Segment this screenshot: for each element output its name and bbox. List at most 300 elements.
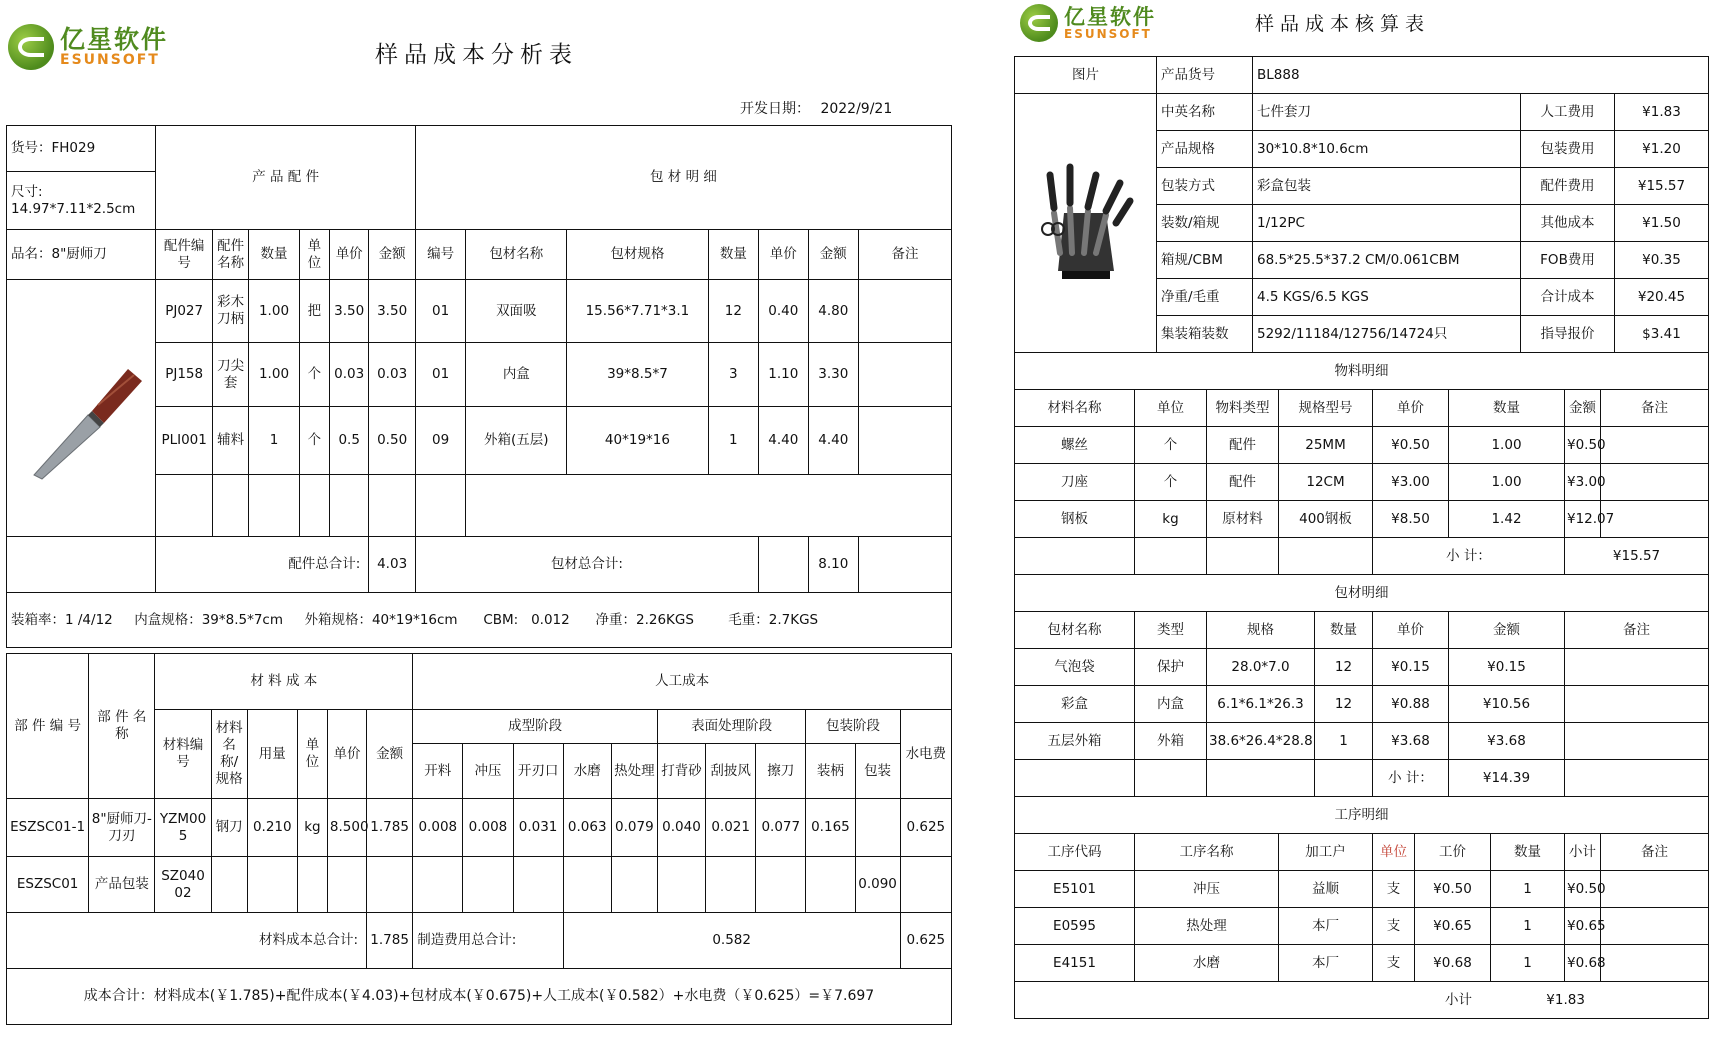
parts-cell: 0.03 bbox=[330, 343, 369, 407]
parts-col-header: 数量 bbox=[249, 230, 299, 280]
cost-cell: 0.008 bbox=[463, 799, 513, 857]
parts-col-header: 配件名称 bbox=[212, 230, 248, 280]
empty-cell bbox=[1135, 760, 1207, 797]
process-cell: 热处理 bbox=[1135, 908, 1279, 945]
process-cell bbox=[1601, 871, 1709, 908]
cost-cell bbox=[297, 857, 327, 913]
stage-surface: 表面处理阶段 bbox=[657, 710, 805, 744]
process-cell: ¥0.68 bbox=[1415, 945, 1491, 982]
process-cell: 水磨 bbox=[1135, 945, 1279, 982]
pack-cell: 1.10 bbox=[759, 343, 808, 407]
empty-cell bbox=[1279, 538, 1373, 575]
pack-cell: 4.80 bbox=[808, 280, 858, 343]
pack-cell: 12 bbox=[708, 280, 758, 343]
cost-analysis-table bbox=[6, 653, 952, 1025]
empty-cell bbox=[369, 475, 416, 537]
fee-key: 合计成本 bbox=[1521, 279, 1615, 316]
parts-total-label: 配件总合计: bbox=[156, 537, 369, 593]
empty-cell bbox=[212, 475, 248, 537]
pack-col: 类型 bbox=[1135, 612, 1207, 649]
size-value: 14.97*7.11*2.5cm bbox=[11, 200, 136, 217]
stage-col: 冲压 bbox=[463, 744, 513, 799]
pack-col-header: 单价 bbox=[759, 230, 808, 280]
pack-cell bbox=[859, 407, 952, 475]
stage-forming: 成型阶段 bbox=[413, 710, 658, 744]
dev-date-value: 2022/9/21 bbox=[820, 101, 893, 117]
pack-col-header: 数量 bbox=[708, 230, 758, 280]
cost-cell bbox=[367, 857, 413, 913]
logo-cn: 亿星软件 bbox=[60, 24, 169, 54]
cost-cell: 0.077 bbox=[756, 799, 806, 857]
parts-cell: 个 bbox=[299, 407, 329, 475]
material-subtotal: ¥15.57 bbox=[1565, 538, 1709, 575]
process-cell: E0595 bbox=[1015, 908, 1135, 945]
product-image bbox=[1015, 94, 1157, 353]
packing-info: 装箱率：1 /4/12 内盒规格：39*8.5*7cm 外箱规格：40*19*16cm CBM: 0.012 净重：2.26KGS 毛重：2.7KGS bbox=[7, 593, 952, 648]
pack-cell: 外箱(五层) bbox=[466, 407, 567, 475]
right-title: 样品成本核算表 bbox=[1255, 13, 1431, 35]
stage-col: 热处理 bbox=[611, 744, 657, 799]
material-col: 物料类型 bbox=[1207, 390, 1279, 427]
fee-key: 配件费用 bbox=[1521, 168, 1615, 205]
pack-col: 包材名称 bbox=[1015, 612, 1135, 649]
process-col: 小计 bbox=[1565, 834, 1601, 871]
mfg-total-label: 制造费用总合计: bbox=[413, 913, 563, 969]
parts-col-header: 金额 bbox=[369, 230, 416, 280]
stage-col: 开刃口 bbox=[513, 744, 563, 799]
left-title: 样品成本分析表 bbox=[375, 42, 578, 68]
mat-col-header: 用量 bbox=[247, 710, 297, 799]
process-cell: ¥0.68 bbox=[1565, 945, 1601, 982]
process-cell bbox=[1601, 908, 1709, 945]
empty-cell bbox=[1207, 760, 1315, 797]
process-col: 备注 bbox=[1601, 834, 1709, 871]
pack-col: 规格 bbox=[1207, 612, 1315, 649]
material-cell bbox=[1601, 501, 1709, 538]
info-key: 装数/箱规 bbox=[1157, 205, 1253, 242]
parts-cell: 0.03 bbox=[369, 343, 416, 407]
process-col: 工序代码 bbox=[1015, 834, 1135, 871]
fee-key: 指导报价 bbox=[1521, 316, 1615, 353]
process-cell: ¥0.65 bbox=[1415, 908, 1491, 945]
material-col: 备注 bbox=[1601, 390, 1709, 427]
dev-date-label: 开发日期： bbox=[740, 101, 810, 117]
mat-col-header: 材料名称/规格 bbox=[211, 710, 247, 799]
cost-cell bbox=[657, 857, 705, 913]
process-cell bbox=[1601, 945, 1709, 982]
mat-col-header: 金额 bbox=[367, 710, 413, 799]
stage-col: 水磨 bbox=[563, 744, 611, 799]
process-total-value: ¥1.83 bbox=[1546, 991, 1585, 1008]
process-cell: ¥0.50 bbox=[1415, 871, 1491, 908]
process-cell: 本厂 bbox=[1279, 945, 1373, 982]
material-cell: 1.00 bbox=[1449, 427, 1565, 464]
cost-row bbox=[7, 799, 952, 857]
empty-cell bbox=[1207, 538, 1279, 575]
pack-col: 金额 bbox=[1449, 612, 1565, 649]
fee-key: 其他成本 bbox=[1521, 205, 1615, 242]
empty-cell bbox=[859, 537, 952, 593]
cost-cell: 钢刀 bbox=[211, 799, 247, 857]
info-value: 68.5*25.5*37.2 CM/0.061CBM bbox=[1253, 242, 1521, 279]
material-col: 数量 bbox=[1449, 390, 1565, 427]
info-key: 箱规/CBM bbox=[1157, 242, 1253, 279]
pack-cell: ¥3.68 bbox=[1373, 723, 1449, 760]
parts-cell: PLI001 bbox=[156, 407, 213, 475]
pack-col-header: 包材规格 bbox=[567, 230, 708, 280]
process-total bbox=[1015, 982, 1709, 1019]
pack-cell: 6.1*6.1*26.3 bbox=[1207, 686, 1315, 723]
fee-value: ¥1.20 bbox=[1615, 131, 1709, 168]
material-cell: 1.00 bbox=[1449, 464, 1565, 501]
material-cell: ¥3.00 bbox=[1373, 464, 1449, 501]
pack-title: 包材明细 bbox=[1015, 575, 1709, 612]
material-cell: 配件 bbox=[1207, 427, 1279, 464]
info-key: 中英名称 bbox=[1157, 94, 1253, 131]
cost-cell: kg bbox=[297, 799, 327, 857]
cost-cell bbox=[247, 857, 297, 913]
fee-value: ¥1.50 bbox=[1615, 205, 1709, 242]
cost-cell bbox=[806, 857, 855, 913]
empty-cell bbox=[156, 475, 213, 537]
cost-cell: 8"厨师刀-刀刃 bbox=[89, 799, 155, 857]
size-label: 尺寸: bbox=[11, 183, 43, 200]
parts-cell: 0.50 bbox=[369, 407, 416, 475]
cost-cell bbox=[563, 857, 611, 913]
cost-cell bbox=[706, 857, 756, 913]
info-value: 5292/11184/12756/14724只 bbox=[1253, 316, 1521, 353]
cost-cell: 0.079 bbox=[611, 799, 657, 857]
pack-cell: 彩盒 bbox=[1015, 686, 1135, 723]
esunsoft-logo-icon bbox=[1020, 4, 1058, 42]
info-value: 七件套刀 bbox=[1253, 94, 1521, 131]
cost-cell: ESZSC01-1 bbox=[7, 799, 89, 857]
parts-cell: 1.00 bbox=[249, 280, 299, 343]
pack-col: 单价 bbox=[1373, 612, 1449, 649]
parts-cell: 刀尖套 bbox=[212, 343, 248, 407]
cost-cell bbox=[413, 857, 463, 913]
cost-cell: 0.031 bbox=[513, 799, 563, 857]
info-value: 4.5 KGS/6.5 KGS bbox=[1253, 279, 1521, 316]
product-info-table bbox=[1014, 56, 1709, 353]
pack-cell: 1 bbox=[708, 407, 758, 475]
fee-key: 人工费用 bbox=[1521, 94, 1615, 131]
pack-total-label: 包材总合计: bbox=[415, 537, 758, 593]
cost-cell bbox=[327, 857, 366, 913]
cost-cell bbox=[611, 857, 657, 913]
pack-cell: 内盒 bbox=[1135, 686, 1207, 723]
empty-cell bbox=[415, 475, 465, 537]
material-cell: kg bbox=[1135, 501, 1207, 538]
cost-summary: 成本合计：材料成本(￥1.785)+配件成本(￥4.03)+包材成本(￥0.675)+人工成本(￥0.582）+水电费（￥0.625）=￥7.697 bbox=[7, 969, 952, 1025]
material-col: 单价 bbox=[1373, 390, 1449, 427]
cost-cell bbox=[756, 857, 806, 913]
labor-cost-header: 人工成本 bbox=[413, 654, 952, 710]
material-col: 金额 bbox=[1565, 390, 1601, 427]
info-value: 彩盒包装 bbox=[1253, 168, 1521, 205]
material-cell: ¥0.50 bbox=[1565, 427, 1601, 464]
process-cell: 本厂 bbox=[1279, 908, 1373, 945]
parts-col-header: 单价 bbox=[330, 230, 369, 280]
cost-cell: 0.008 bbox=[413, 799, 463, 857]
material-col: 单位 bbox=[1135, 390, 1207, 427]
pack-cell bbox=[859, 343, 952, 407]
pack-cell: ¥0.15 bbox=[1373, 649, 1449, 686]
esunsoft-logo-icon bbox=[8, 24, 54, 70]
fee-value: ¥1.83 bbox=[1615, 94, 1709, 131]
material-cell: 原材料 bbox=[1207, 501, 1279, 538]
pack-cell: 01 bbox=[415, 343, 465, 407]
material-cell: ¥0.50 bbox=[1373, 427, 1449, 464]
process-col: 工价 bbox=[1415, 834, 1491, 871]
stage-col: 包装 bbox=[855, 744, 900, 799]
pack-cell: 38.6*26.4*28.8 bbox=[1207, 723, 1315, 760]
product-image bbox=[7, 280, 156, 537]
pack-cell: 1 bbox=[1315, 723, 1373, 760]
process-cell: E4151 bbox=[1015, 945, 1135, 982]
process-cell: 冲压 bbox=[1135, 871, 1279, 908]
stage-col: 擦刀 bbox=[756, 744, 806, 799]
stage-col: 开料 bbox=[413, 744, 463, 799]
material-total: 1.785 bbox=[367, 913, 413, 969]
material-cell: 个 bbox=[1135, 427, 1207, 464]
pack-header: 包 材 明 细 bbox=[415, 126, 951, 230]
process-cell: 益顺 bbox=[1279, 871, 1373, 908]
material-cell: 螺丝 bbox=[1015, 427, 1135, 464]
image-label: 图片 bbox=[1015, 57, 1157, 94]
empty-cell bbox=[466, 475, 952, 537]
material-cell: 个 bbox=[1135, 464, 1207, 501]
material-cell: 25MM bbox=[1279, 427, 1373, 464]
empty-cell bbox=[249, 475, 299, 537]
parts-cell: 3.50 bbox=[330, 280, 369, 343]
material-total-label: 材料成本总合计: bbox=[7, 913, 367, 969]
pack-cell: 12 bbox=[1315, 649, 1373, 686]
pack-col: 数量 bbox=[1315, 612, 1373, 649]
cost-cell bbox=[211, 857, 247, 913]
empty-cell bbox=[1565, 760, 1709, 797]
material-cost-header: 材 料 成 本 bbox=[155, 654, 413, 710]
fee-value: ¥20.45 bbox=[1615, 279, 1709, 316]
empty-cell bbox=[7, 537, 156, 593]
process-col: 工序名称 bbox=[1135, 834, 1279, 871]
parts-cell: 辅料 bbox=[212, 407, 248, 475]
pack-cell: 0.40 bbox=[759, 280, 808, 343]
material-cell: ¥3.00 bbox=[1565, 464, 1601, 501]
parts-header: 产 品 配 件 bbox=[156, 126, 415, 230]
stage-col: 装柄 bbox=[806, 744, 855, 799]
material-cell: ¥8.50 bbox=[1373, 501, 1449, 538]
empty-cell bbox=[759, 537, 808, 593]
material-col: 材料名称 bbox=[1015, 390, 1135, 427]
fee-value: ¥15.57 bbox=[1615, 168, 1709, 205]
cost-cell: 8.500 bbox=[327, 799, 366, 857]
pack-cell: ¥10.56 bbox=[1449, 686, 1565, 723]
pack-cell: 3.30 bbox=[808, 343, 858, 407]
pack-cell bbox=[1565, 686, 1709, 723]
pack-cell: 气泡袋 bbox=[1015, 649, 1135, 686]
size bbox=[7, 172, 156, 230]
pack-total: 8.10 bbox=[808, 537, 858, 593]
pack-cell: 五层外箱 bbox=[1015, 723, 1135, 760]
cost-cell: 0.063 bbox=[563, 799, 611, 857]
empty-cell bbox=[1135, 538, 1207, 575]
empty-cell bbox=[1015, 538, 1135, 575]
pack-col: 备注 bbox=[1565, 612, 1709, 649]
pack-subtotal: ¥14.39 bbox=[1449, 760, 1565, 797]
cost-cell bbox=[900, 857, 951, 913]
logo-en: ESUNSOFT bbox=[60, 51, 160, 68]
logo-cn: 亿星软件 bbox=[1064, 4, 1156, 29]
pack-cell: 39*8.5*7 bbox=[567, 343, 708, 407]
info-key: 净重/毛重 bbox=[1157, 279, 1253, 316]
pack-cell: 12 bbox=[1315, 686, 1373, 723]
pack-col-header: 包材名称 bbox=[466, 230, 567, 280]
cost-cell: 1.785 bbox=[367, 799, 413, 857]
parts-cell: 1 bbox=[249, 407, 299, 475]
parts-cell: 1.00 bbox=[249, 343, 299, 407]
info-value: 1/12PC bbox=[1253, 205, 1521, 242]
dev-date bbox=[740, 98, 892, 118]
parts-col-header: 单位 bbox=[299, 230, 329, 280]
pack-cell: ¥3.68 bbox=[1449, 723, 1565, 760]
detail-tables bbox=[1014, 352, 1709, 1019]
material-cell: ¥12.07 bbox=[1565, 501, 1601, 538]
cost-cell: 0.090 bbox=[855, 857, 900, 913]
utility-total: 0.625 bbox=[900, 913, 951, 969]
process-total-label: 小计 bbox=[1445, 991, 1472, 1008]
pack-cell: ¥0.88 bbox=[1373, 686, 1449, 723]
process-cell: 1 bbox=[1491, 945, 1565, 982]
process-title: 工序明细 bbox=[1015, 797, 1709, 834]
material-col: 规格型号 bbox=[1279, 390, 1373, 427]
parts-cell: 个 bbox=[299, 343, 329, 407]
pack-cell bbox=[859, 280, 952, 343]
pack-cell: 4.40 bbox=[759, 407, 808, 475]
process-cell: ¥0.65 bbox=[1565, 908, 1601, 945]
parts-total: 4.03 bbox=[369, 537, 416, 593]
chef-knife-image bbox=[16, 333, 146, 483]
stage-packing: 包装阶段 bbox=[806, 710, 900, 744]
pack-col-header: 编号 bbox=[415, 230, 465, 280]
process-cell: 1 bbox=[1491, 908, 1565, 945]
parts-packaging-table bbox=[6, 125, 952, 648]
process-cell: 支 bbox=[1373, 908, 1415, 945]
item-no: 货号：FH029 bbox=[7, 126, 156, 172]
parts-col-header: 配件编号 bbox=[156, 230, 213, 280]
fee-value: $3.41 bbox=[1615, 316, 1709, 353]
parts-cell: 把 bbox=[299, 280, 329, 343]
process-col: 加工户 bbox=[1279, 834, 1373, 871]
fee-key: FOB费用 bbox=[1521, 242, 1615, 279]
pack-cell bbox=[1565, 649, 1709, 686]
info-value: 30*10.8*10.6cm bbox=[1253, 131, 1521, 168]
cost-cell bbox=[513, 857, 563, 913]
cost-cell bbox=[855, 799, 900, 857]
cost-row bbox=[7, 857, 952, 913]
material-title: 物料明细 bbox=[1015, 353, 1709, 390]
material-cell bbox=[1601, 427, 1709, 464]
pack-subtotal-label: 小 计： bbox=[1373, 760, 1449, 797]
parts-cell: 3.50 bbox=[369, 280, 416, 343]
mfg-total: 0.582 bbox=[563, 913, 900, 969]
mat-col-header: 单位 bbox=[297, 710, 327, 799]
mat-col-header: 单价 bbox=[327, 710, 366, 799]
process-cell: E5101 bbox=[1015, 871, 1135, 908]
stage-col: 刮披风 bbox=[706, 744, 756, 799]
info-key: 产品规格 bbox=[1157, 131, 1253, 168]
info-key: 集装箱装数 bbox=[1157, 316, 1253, 353]
pack-cell bbox=[1565, 723, 1709, 760]
part-no-header: 部 件 编 号 bbox=[7, 654, 89, 799]
process-cell: ¥0.50 bbox=[1565, 871, 1601, 908]
material-cell: 钢板 bbox=[1015, 501, 1135, 538]
pack-cell: 保护 bbox=[1135, 649, 1207, 686]
cost-cell: 0.210 bbox=[247, 799, 297, 857]
part-name-header: 部 件 名 称 bbox=[89, 654, 155, 799]
parts-cell: PJ027 bbox=[156, 280, 213, 343]
pack-cell: 双面吸 bbox=[466, 280, 567, 343]
empty-cell bbox=[299, 475, 329, 537]
fee-key: 包装费用 bbox=[1521, 131, 1615, 168]
pack-cell: 28.0*7.0 bbox=[1207, 649, 1315, 686]
stage-col: 打背砂 bbox=[657, 744, 705, 799]
parts-cell: PJ158 bbox=[156, 343, 213, 407]
product-name: 品名：8"厨师刀 bbox=[7, 230, 156, 280]
parts-cell: 0.5 bbox=[330, 407, 369, 475]
cost-cell: 0.021 bbox=[706, 799, 756, 857]
fee-value: ¥0.35 bbox=[1615, 242, 1709, 279]
cost-cell: SZ04002 bbox=[155, 857, 211, 913]
cost-cell: 0.625 bbox=[900, 799, 951, 857]
utility-header: 水电费 bbox=[900, 710, 951, 799]
pack-cell: ¥0.15 bbox=[1449, 649, 1565, 686]
empty-cell bbox=[1015, 760, 1135, 797]
pack-cell: 40*19*16 bbox=[567, 407, 708, 475]
cost-cell: 0.165 bbox=[806, 799, 855, 857]
pack-cell: 外箱 bbox=[1135, 723, 1207, 760]
cost-cell: 0.040 bbox=[657, 799, 705, 857]
pack-col-header: 金额 bbox=[808, 230, 858, 280]
material-cell: 12CM bbox=[1279, 464, 1373, 501]
parts-cell: 彩木刀柄 bbox=[212, 280, 248, 343]
material-cell bbox=[1601, 464, 1709, 501]
material-cell: 刀座 bbox=[1015, 464, 1135, 501]
logo-en: ESUNSOFT bbox=[1064, 26, 1152, 41]
right-logo bbox=[1020, 4, 1156, 42]
info-value: BL888 bbox=[1253, 57, 1709, 94]
cost-cell: 产品包装 bbox=[89, 857, 155, 913]
mat-col-header: 材料编号 bbox=[155, 710, 211, 799]
process-cell: 支 bbox=[1373, 871, 1415, 908]
process-col: 单位 bbox=[1373, 834, 1415, 871]
cost-cell: ESZSC01 bbox=[7, 857, 89, 913]
process-cell: 1 bbox=[1491, 871, 1565, 908]
material-cell: 1.42 bbox=[1449, 501, 1565, 538]
material-cell: 400钢板 bbox=[1279, 501, 1373, 538]
pack-col-header: 备注 bbox=[859, 230, 952, 280]
empty-cell bbox=[1315, 760, 1373, 797]
material-cell: 配件 bbox=[1207, 464, 1279, 501]
info-key: 包装方式 bbox=[1157, 168, 1253, 205]
material-subtotal-label: 小 计： bbox=[1373, 538, 1565, 575]
left-logo bbox=[8, 24, 168, 70]
knife-set-image bbox=[1036, 153, 1136, 293]
cost-cell bbox=[463, 857, 513, 913]
process-cell: 支 bbox=[1373, 945, 1415, 982]
cost-cell: YZM005 bbox=[155, 799, 211, 857]
pack-cell: 3 bbox=[708, 343, 758, 407]
